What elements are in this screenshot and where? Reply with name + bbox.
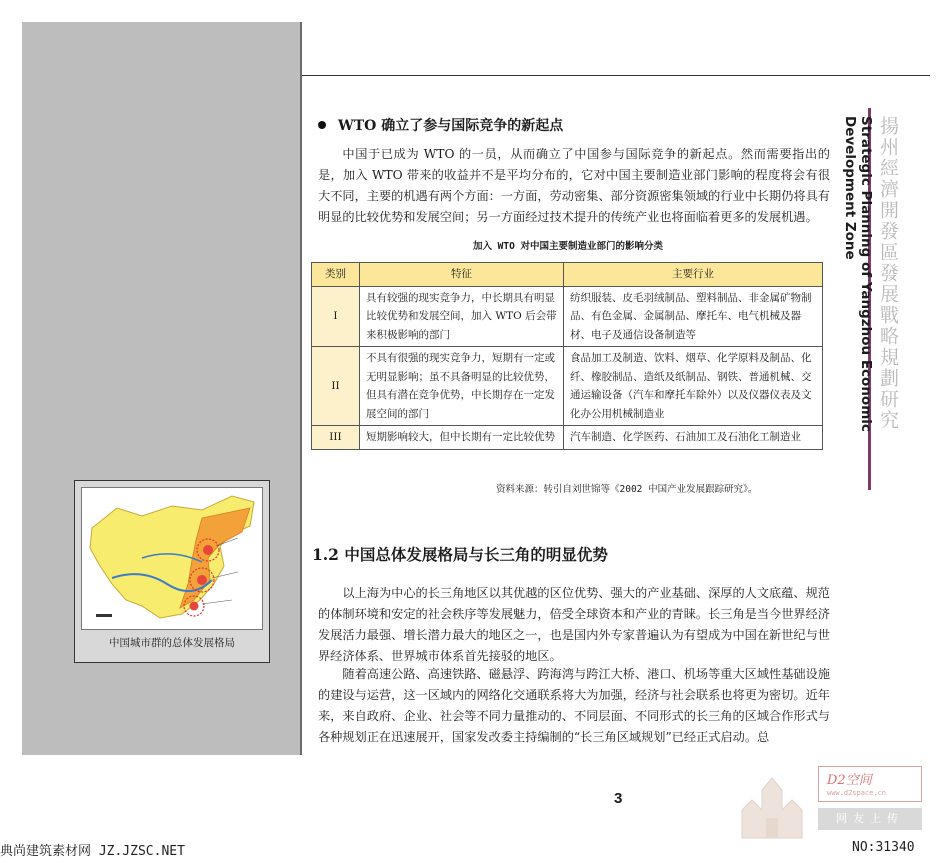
footer-site-name: 典尚建筑素材网 JZ.JZSC.NET [0, 844, 185, 859]
table-row [312, 426, 823, 450]
header-rule [302, 75, 930, 76]
row-industries: 汽车制造、化学医药、石油加工及石油化工制造业 [564, 426, 823, 450]
row-feature: 不具有很强的现实竞争力，短期有一定或无明显影响；虽不具备明显的比较优势，但具有潜在竞争优势，中长期存在一定发展空间的部门 [360, 347, 564, 426]
header-feature: 特征 [360, 263, 564, 287]
map-caption: 中国城市群的总体发展格局 [109, 637, 235, 649]
watermark-logo-box [818, 766, 922, 802]
wto-heading [318, 115, 563, 135]
side-title-chinese: 揚州經濟開發區發展戰略規劃研究 [877, 116, 899, 431]
panel-divider [300, 22, 302, 755]
watermark-logo: D2空间 [827, 773, 872, 788]
china-map-icon [82, 488, 263, 630]
wto-paragraph: 中国于已成为 WTO 的一员，从而确立了中国参与国际竞争的新起点。然而需要指出的是，加入 WTO 带来的收益并不是平均分布的，它对中国主要制造业部门影响的程度将会有很大不同，主要的机遇有两个方面：一方面，劳动密集、部分资源密集领域的行业中长期仍将具有明显的比较优势和发展空间；另一方面经过技术提升的传统产业也将面临着更多的发展机遇。 [318, 147, 830, 224]
wto-impact-table [311, 262, 823, 450]
wto-heading-text: WTO 确立了参与国际竞争的新起点 [338, 118, 564, 134]
table-source-note: 资料来源：转引自刘世锦等《2002 中国产业发展跟踪研究》。 [496, 484, 758, 495]
row-category: III [312, 426, 360, 450]
side-title-english: Strategic Planning of Yangzhou Economic Development Zone [842, 116, 874, 432]
watermark-url: www.d2space.cn [827, 789, 887, 797]
header-category: 类别 [312, 263, 360, 287]
header-industries: 主要行业 [564, 263, 823, 287]
watermark-building-icon [732, 770, 812, 840]
watermark-tag: 网友上传 [818, 808, 922, 830]
china-map-image [81, 487, 263, 630]
bullet-icon [318, 121, 326, 129]
table-row [312, 347, 823, 426]
table-caption: 加入 WTO 对中国主要制造业部门的影响分类 [472, 241, 664, 252]
row-industries: 纺织服装、皮毛羽绒制品、塑料制品、非金属矿物制品、有色金属、金属制品、摩托车、电气机械及器材、电子及通信设备制造等 [564, 286, 823, 347]
row-industries: 食品加工及制造、饮料、烟草、化学原料及制品、化纤、橡胶制品、造纸及纸制品、钢铁、普通机械、交通运输设备（汽车和摩托车除外）以及仪器仪表及文化办公用机械制造业 [564, 347, 823, 426]
page-number: 3 [614, 790, 623, 807]
map-figure [74, 480, 270, 663]
row-feature: 短期影响较大，但中长期有一定比较优势 [360, 426, 564, 450]
table-row [312, 286, 823, 347]
footer-number: NO:31340 [852, 840, 915, 855]
row-feature: 具有较强的现实竞争力，中长期具有明显比较优势和发展空间，加入 WTO 后会带来积极影响的部门 [360, 286, 564, 347]
row-category: II [312, 347, 360, 426]
section-paragraph-1: 以上海为中心的长三角地区以其优越的区位优势、强大的产业基础、深厚的人文底蕴、规范的体制环境和安定的社会秩序等发展魅力，倍受全球资本和产业的青睐。长三角是当今世界经济发展活力最强、增长潜力最大的地区之一，也是国内外专家普遍认为有望成为中国在新世纪与世界经济体系、世界城市体系首先接驳的地区。 [318, 586, 830, 663]
section-heading: 1.2 中国总体发展格局与长三角的明显优势 [312, 545, 608, 564]
table-header-row [312, 263, 823, 287]
section-paragraph-2: 随着高速公路、高速铁路、磁悬浮、跨海湾与跨江大桥、港口、机场等重大区域性基础设施的建设与运营，这一区域内的网络化交通联系将大为加强，经济与社会联系也将更为密切。近年来，来自政府、企业、社会等不同力量推动的、不同层面、不同形式的长三角的区域合作形式与各种规划正在迅速展开，国家发改委主持编制的“长三角区域规划”已经正式启动。总 [318, 667, 830, 744]
row-category: I [312, 286, 360, 347]
